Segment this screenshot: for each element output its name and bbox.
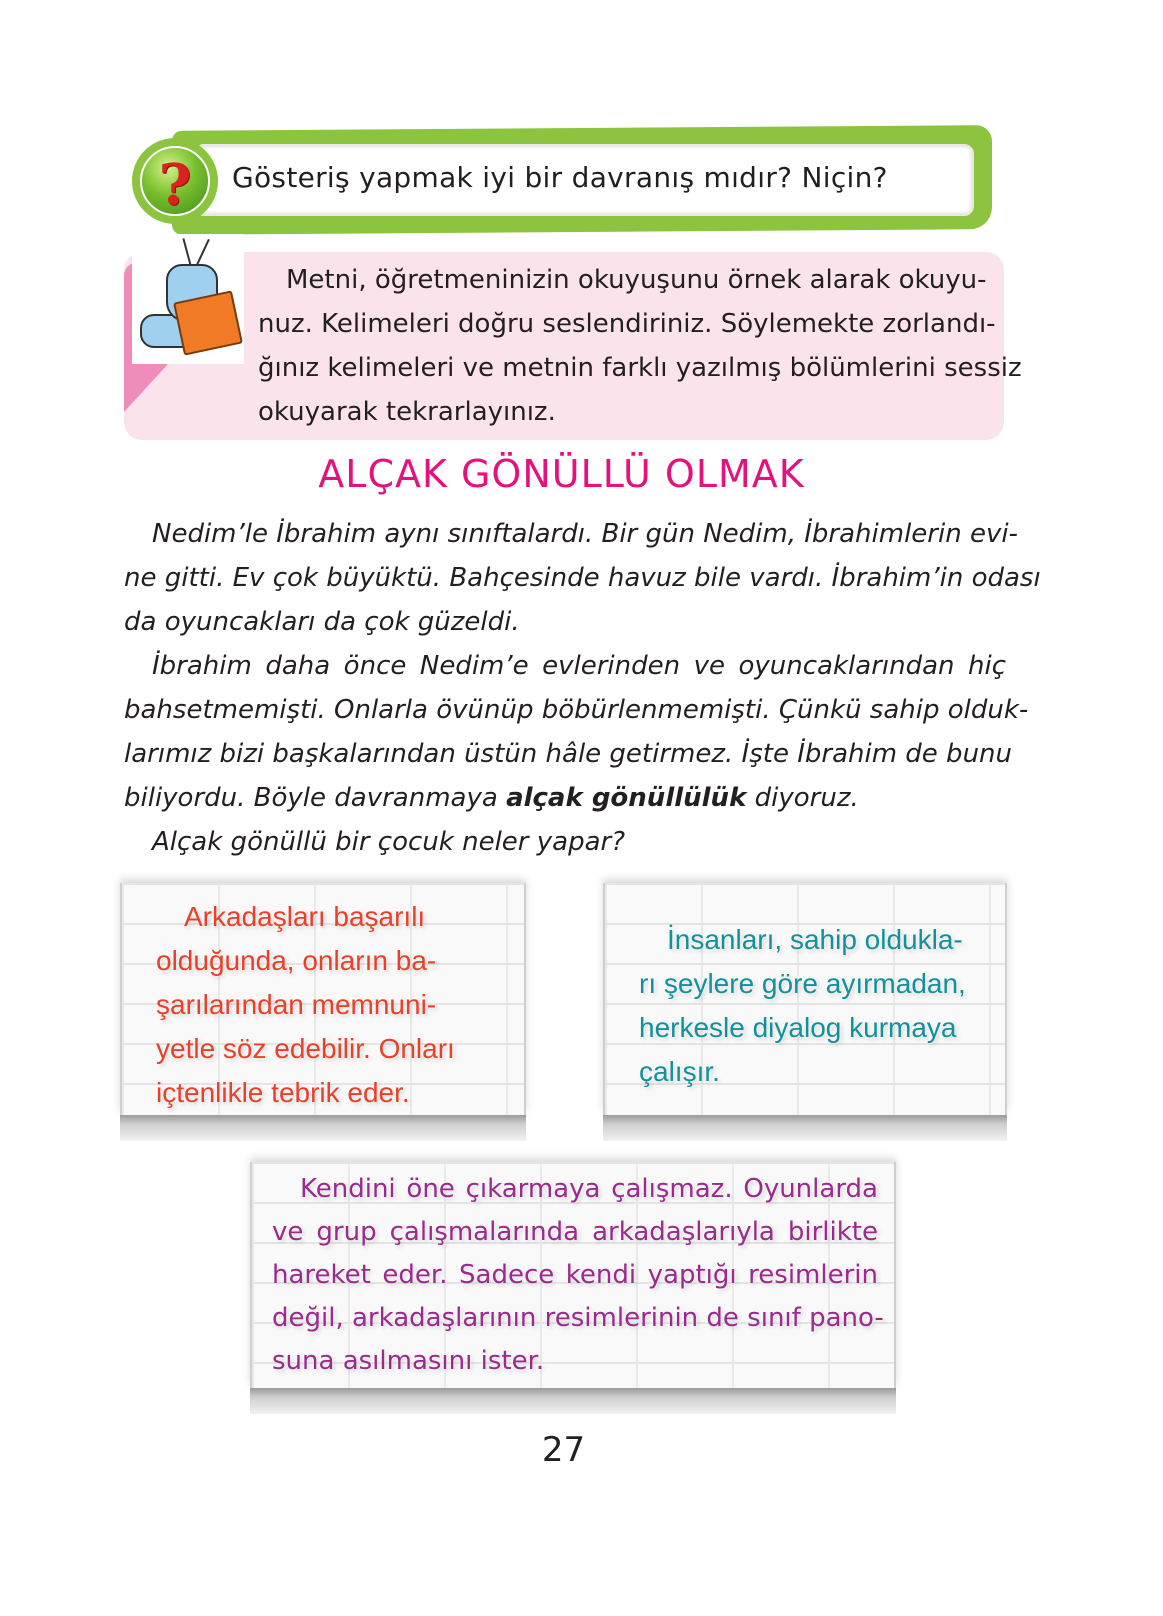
story-line: larımız bizi başkalarından üstün hâle getirmez. İşte İbrahim de bunu <box>124 739 1012 769</box>
instruction-line: nuz. Kelimeleri doğru seslendiriniz. Söylemekte zorlandı- <box>258 309 996 339</box>
card-shelf <box>250 1388 896 1414</box>
card-line: suna asılmasını ister. <box>272 1346 545 1376</box>
brick-card-dialogue <box>603 883 1007 1115</box>
story-text-after: diyoruz. <box>746 783 859 813</box>
card-line: Kendini öne çıkarmaya çalışmaz. Oyunlarda <box>300 1174 878 1204</box>
lesson-title: ALÇAK GÖNÜLLÜ OLMAK <box>318 452 805 496</box>
brick-card-teamwork <box>250 1162 896 1388</box>
card-line: hareket eder. Sadece kendi yaptığı resimlerin <box>272 1260 878 1290</box>
card-line: değil, arkadaşlarının resimlerinin de sınıf pano- <box>272 1303 884 1333</box>
story-line: da oyuncakları da çok güzeldi. <box>124 607 520 637</box>
story-line: İbrahim daha önce Nedim’e evlerinden ve oyuncaklarından hiç <box>152 651 1006 681</box>
story-line: bahsetmemişti. Onlarla övünüp böbürlenmemişti. Çünkü sahip olduk- <box>124 695 1029 725</box>
card-line: rı şeylere göre ayırmadan, <box>639 968 966 999</box>
card-line: Arkadaşları başarılı <box>184 901 426 932</box>
question-text: Gösteriş yapmak iyi bir davranış mıdır? Niçin? <box>232 161 888 194</box>
instruction-line: ğınız kelimeleri ve metnin farklı yazılmış bölümlerini sessiz <box>258 353 1022 383</box>
card-line: ve grup çalışmalarında arkadaşlarıyla birlikte <box>272 1217 878 1247</box>
card-text <box>272 1168 884 1383</box>
story-line-definition <box>124 776 1006 820</box>
red-question-glyph: ? <box>158 152 192 218</box>
brick-card-congratulate <box>120 883 526 1115</box>
key-term: alçak gönüllülük <box>506 783 747 813</box>
card-line: herkesle diyalog kurmaya <box>639 1012 957 1043</box>
green-ball <box>140 146 210 216</box>
card-line: içtenlikle tebrik eder. <box>156 1077 410 1108</box>
question-banner <box>132 128 992 232</box>
card-line: şarılarından memnuni- <box>156 989 437 1020</box>
story-text-before: biliyordu. Böyle davranmaya <box>124 783 507 813</box>
story-line: ne gitti. Ev çok büyüktü. Bahçesinde havuz bile vardı. İbrahim’in odası <box>124 563 1041 593</box>
story-question: Alçak gönüllü bir çocuk neler yapar? <box>152 827 625 857</box>
card-text <box>156 895 455 1115</box>
page-number: 27 <box>541 1430 586 1470</box>
instruction-line: okuyarak tekrarlayınız. <box>258 397 556 427</box>
card-line: çalışır. <box>639 1056 720 1087</box>
question-mark-icon <box>132 138 218 224</box>
story-line: Nedim’le İbrahim aynı sınıftalardı. Bir gün Nedim, İbrahimlerin evi- <box>152 519 1018 549</box>
book-icon <box>173 290 243 355</box>
instruction-line: Metni, öğretmeninizin okuyuşunu örnek alarak okuyu- <box>286 265 987 295</box>
card-line: olduğunda, onların ba- <box>156 945 437 976</box>
instruction-text <box>258 258 1022 434</box>
card-line: İnsanları, sahip oldukla- <box>667 924 963 955</box>
reading-bug-mascot-icon <box>132 234 244 364</box>
card-line: yetle söz edebilir. Onları <box>156 1033 455 1064</box>
card-text <box>639 918 966 1094</box>
card-shelf <box>603 1115 1007 1141</box>
card-shelf <box>120 1115 526 1141</box>
reading-instruction-box <box>124 252 1022 440</box>
story-text <box>124 512 1041 864</box>
